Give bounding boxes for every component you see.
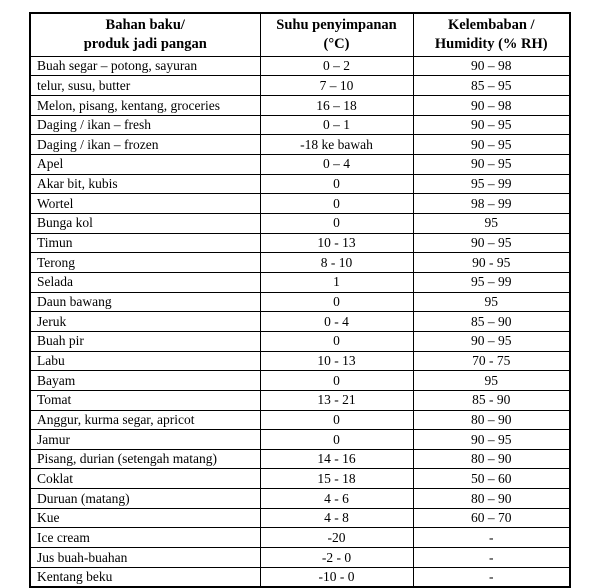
food-storage-table [29, 12, 571, 588]
product-cell: Apel [30, 154, 260, 174]
humidity-cell: 85 - 90 [413, 390, 570, 410]
product-cell: Jus buah-buahan [30, 548, 260, 568]
product-cell: Tomat [30, 390, 260, 410]
product-cell: Ice cream [30, 528, 260, 548]
temperature-cell: 0 [260, 331, 413, 351]
product-cell: Bayam [30, 371, 260, 391]
product-cell: Jeruk [30, 312, 260, 332]
temperature-cell: 0 [260, 292, 413, 312]
product-cell: Daging / ikan – fresh [30, 115, 260, 135]
temperature-cell: -20 [260, 528, 413, 548]
temperature-cell: 7 – 10 [260, 76, 413, 96]
humidity-cell: 80 – 90 [413, 449, 570, 469]
humidity-cell: 70 - 75 [413, 351, 570, 371]
table-row [30, 292, 570, 312]
table-row [30, 548, 570, 568]
temperature-cell: 0 - 4 [260, 312, 413, 332]
temperature-cell: 0 – 1 [260, 115, 413, 135]
temperature-cell: 0 [260, 213, 413, 233]
temperature-cell: 15 - 18 [260, 469, 413, 489]
temperature-cell: 0 – 4 [260, 154, 413, 174]
table-row [30, 56, 570, 76]
table-row [30, 469, 570, 489]
humidity-cell: 85 – 90 [413, 312, 570, 332]
product-cell: Bunga kol [30, 213, 260, 233]
product-cell: Wortel [30, 194, 260, 214]
product-cell: Buah pir [30, 331, 260, 351]
table-row [30, 115, 570, 135]
col-header-temperature [260, 13, 413, 56]
table-row [30, 76, 570, 96]
table-row [30, 528, 570, 548]
table-row [30, 390, 570, 410]
temperature-cell: 16 – 18 [260, 96, 413, 116]
temperature-cell: 0 [260, 174, 413, 194]
table-row [30, 430, 570, 450]
temperature-cell: 4 - 8 [260, 508, 413, 528]
temperature-cell: 0 [260, 371, 413, 391]
humidity-cell: 95 [413, 213, 570, 233]
table-row [30, 567, 570, 587]
temperature-cell: 4 - 6 [260, 489, 413, 509]
temperature-cell: -18 ke bawah [260, 135, 413, 155]
col-header-temperature-line1: Suhu penyimpanan [276, 17, 397, 33]
col-header-humidity-line2: Humidity (% RH) [434, 35, 548, 52]
temperature-cell: 10 - 13 [260, 233, 413, 253]
humidity-cell: 90 - 95 [413, 253, 570, 273]
temperature-cell: 0 [260, 194, 413, 214]
product-cell: Terong [30, 253, 260, 273]
col-header-temperature-line2: (°C) [323, 35, 350, 52]
product-cell: Daun bawang [30, 292, 260, 312]
table-row [30, 135, 570, 155]
table-row [30, 194, 570, 214]
product-cell: Kentang beku [30, 567, 260, 587]
humidity-cell: 90 – 95 [413, 233, 570, 253]
temperature-cell: 0 – 2 [260, 56, 413, 76]
temperature-cell: 10 - 13 [260, 351, 413, 371]
humidity-cell: 80 – 90 [413, 410, 570, 430]
product-cell: Jamur [30, 430, 260, 450]
product-cell: Pisang, durian (setengah matang) [30, 449, 260, 469]
product-cell: Daging / ikan – frozen [30, 135, 260, 155]
product-cell: Kue [30, 508, 260, 528]
product-cell: Duruan (matang) [30, 489, 260, 509]
product-cell: Timun [30, 233, 260, 253]
table-row [30, 489, 570, 509]
humidity-cell: 60 – 70 [413, 508, 570, 528]
temperature-cell: -10 - 0 [260, 567, 413, 587]
product-cell: Selada [30, 272, 260, 292]
temperature-cell: -2 - 0 [260, 548, 413, 568]
header-row [30, 13, 570, 56]
table-row [30, 272, 570, 292]
col-header-product-line1: Bahan baku/ [105, 17, 185, 33]
table-row [30, 371, 570, 391]
table-row [30, 233, 570, 253]
humidity-cell: 95 [413, 371, 570, 391]
humidity-cell: 95 – 99 [413, 174, 570, 194]
product-cell: Buah segar – potong, sayuran [30, 56, 260, 76]
humidity-cell: 90 – 95 [413, 135, 570, 155]
temperature-cell: 13 - 21 [260, 390, 413, 410]
humidity-cell: 95 – 99 [413, 272, 570, 292]
table-row [30, 174, 570, 194]
table-row [30, 410, 570, 430]
humidity-cell: 80 – 90 [413, 489, 570, 509]
col-header-humidity [413, 13, 570, 56]
humidity-cell: 90 – 98 [413, 56, 570, 76]
col-header-product-line2: produk jadi pangan [83, 35, 207, 52]
product-cell: Akar bit, kubis [30, 174, 260, 194]
humidity-cell: 90 – 95 [413, 430, 570, 450]
humidity-cell: - [413, 528, 570, 548]
table-row [30, 213, 570, 233]
humidity-cell: 90 – 95 [413, 115, 570, 135]
humidity-cell: 90 – 95 [413, 154, 570, 174]
temperature-cell: 1 [260, 272, 413, 292]
temperature-cell: 0 [260, 410, 413, 430]
humidity-cell: 90 – 98 [413, 96, 570, 116]
table-row [30, 154, 570, 174]
humidity-cell: - [413, 548, 570, 568]
product-cell: Labu [30, 351, 260, 371]
humidity-cell: - [413, 567, 570, 587]
humidity-cell: 95 [413, 292, 570, 312]
product-cell: telur, susu, butter [30, 76, 260, 96]
product-cell: Melon, pisang, kentang, groceries [30, 96, 260, 116]
table-row [30, 253, 570, 273]
humidity-cell: 98 – 99 [413, 194, 570, 214]
product-cell: Anggur, kurma segar, apricot [30, 410, 260, 430]
temperature-cell: 0 [260, 430, 413, 450]
humidity-cell: 50 – 60 [413, 469, 570, 489]
table-row [30, 312, 570, 332]
temperature-cell: 14 - 16 [260, 449, 413, 469]
col-header-product [30, 13, 260, 56]
table-row [30, 331, 570, 351]
table-row [30, 351, 570, 371]
product-cell: Coklat [30, 469, 260, 489]
temperature-cell: 8 - 10 [260, 253, 413, 273]
humidity-cell: 90 – 95 [413, 331, 570, 351]
table-row [30, 96, 570, 116]
table-row [30, 508, 570, 528]
col-header-humidity-line1: Kelembaban / [447, 17, 535, 33]
table-row [30, 449, 570, 469]
humidity-cell: 85 – 95 [413, 76, 570, 96]
